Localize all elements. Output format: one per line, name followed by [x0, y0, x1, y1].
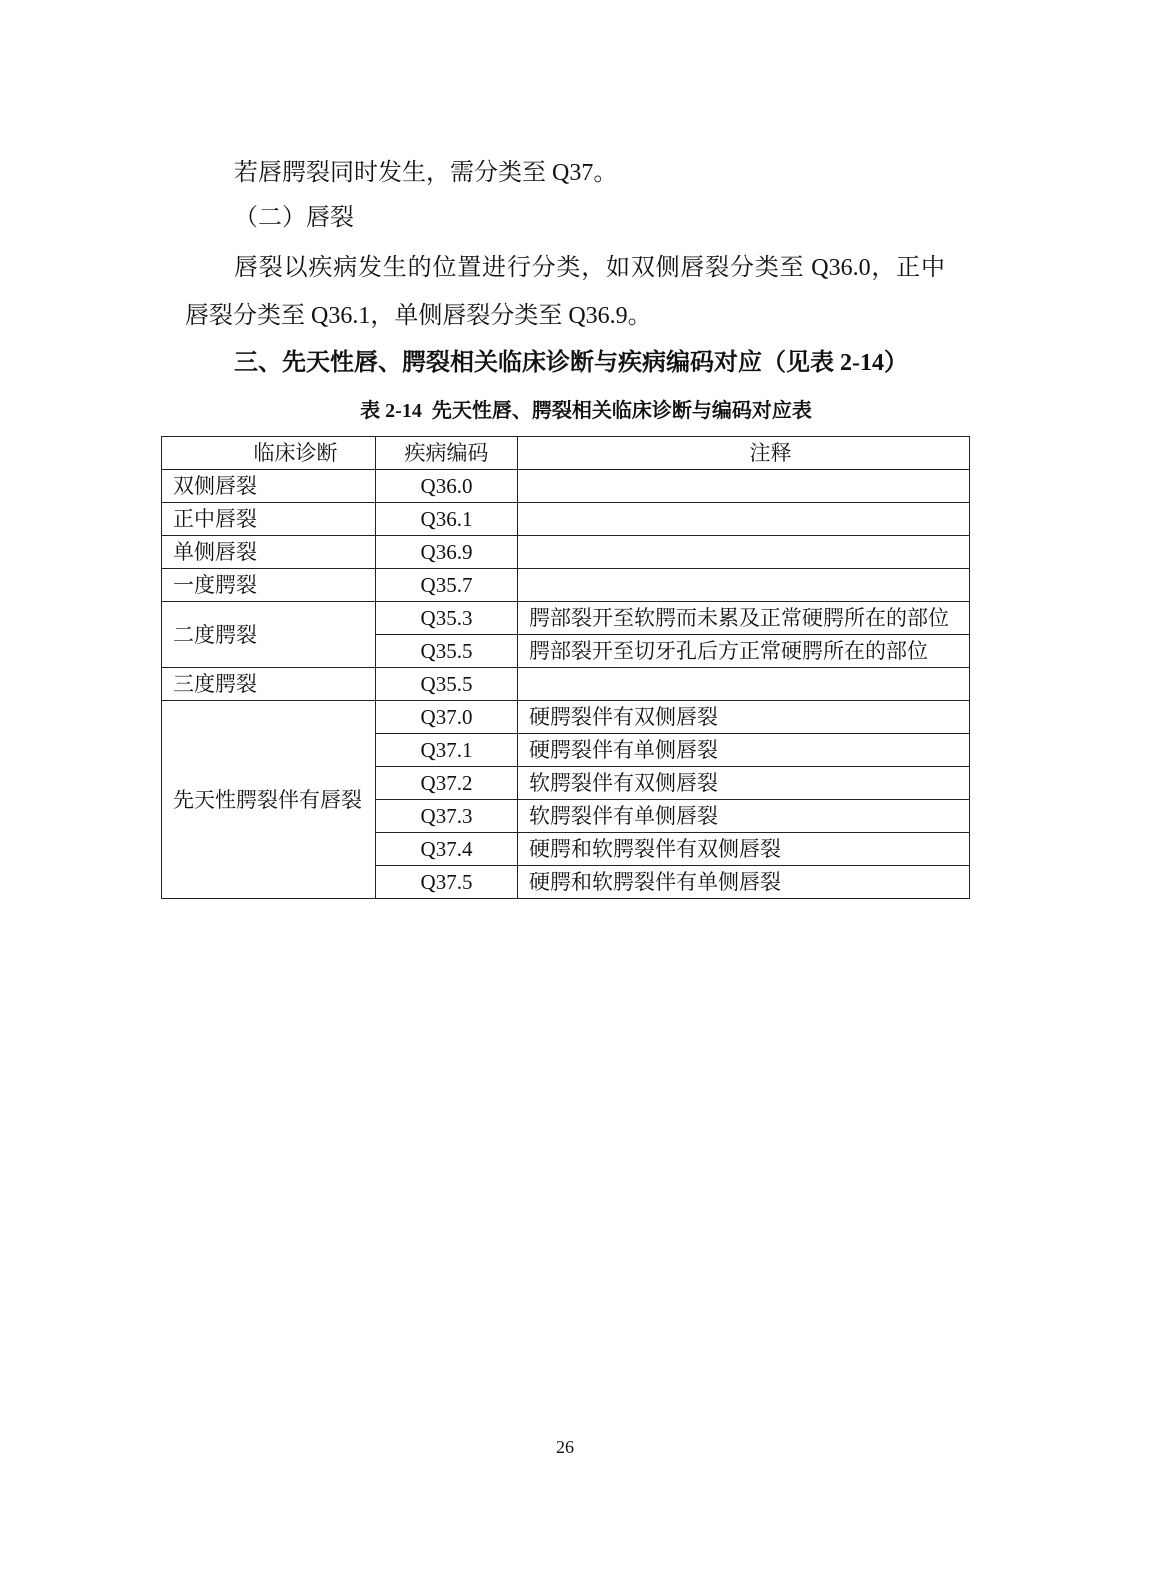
note-cell: 硬腭和软腭裂伴有双侧唇裂 [518, 833, 970, 866]
note-cell: 软腭裂伴有双侧唇裂 [518, 767, 970, 800]
table-row [162, 569, 970, 602]
table-row [162, 470, 970, 503]
code-cell: Q35.5 [376, 668, 518, 701]
code-cell: Q37.4 [376, 833, 518, 866]
paragraph-combined-cleft: 若唇腭裂同时发生，需分类至 Q37。 [234, 160, 618, 186]
code-cell: Q37.0 [376, 701, 518, 734]
note-cell: 硬腭裂伴有单侧唇裂 [518, 734, 970, 767]
table-row [162, 668, 970, 701]
note-cell [518, 503, 970, 536]
header-code: 疾病编码 [376, 437, 518, 470]
code-cell: Q37.5 [376, 866, 518, 899]
page-number: 26 [556, 1437, 574, 1457]
table-row [162, 503, 970, 536]
note-cell: 硬腭和软腭裂伴有单侧唇裂 [518, 866, 970, 899]
note-cell: 软腭裂伴有单侧唇裂 [518, 800, 970, 833]
header-diagnosis: 临床诊断 [162, 437, 376, 470]
note-cell [518, 536, 970, 569]
paragraph-cleft-lip-classification: 唇裂以疾病发生的位置进行分类，如双侧唇裂分类至 Q36.0，正中唇裂分类至 Q36.1，单侧唇裂分类至 Q36.9。 [185, 255, 945, 329]
table-row [162, 701, 970, 734]
diagnosis-cell: 双侧唇裂 [162, 470, 376, 503]
table-header-row [162, 437, 970, 470]
diagnosis-code-table [161, 436, 970, 899]
table-caption: 表 2-14 先天性唇、腭裂相关临床诊断与编码对应表 [360, 400, 812, 422]
note-cell [518, 668, 970, 701]
diagnosis-cell: 三度腭裂 [162, 668, 376, 701]
code-cell: Q37.1 [376, 734, 518, 767]
diagnosis-cell: 二度腭裂 [162, 602, 376, 668]
code-cell: Q35.3 [376, 602, 518, 635]
code-cell: Q35.7 [376, 569, 518, 602]
note-cell: 腭部裂开至软腭而未累及正常硬腭所在的部位 [518, 602, 970, 635]
code-cell: Q37.2 [376, 767, 518, 800]
note-cell: 腭部裂开至切牙孔后方正常硬腭所在的部位 [518, 635, 970, 668]
code-cell: Q36.9 [376, 536, 518, 569]
diagnosis-cell: 正中唇裂 [162, 503, 376, 536]
code-cell: Q37.3 [376, 800, 518, 833]
note-cell: 硬腭裂伴有双侧唇裂 [518, 701, 970, 734]
diagnosis-cell: 先天性腭裂伴有唇裂 [162, 701, 376, 899]
code-cell: Q36.0 [376, 470, 518, 503]
note-cell [518, 569, 970, 602]
subsection-title-cleft-lip: （二）唇裂 [234, 205, 354, 231]
table-row [162, 536, 970, 569]
code-cell: Q36.1 [376, 503, 518, 536]
section-heading: 三、先天性唇、腭裂相关临床诊断与疾病编码对应（见表 2-14） [234, 350, 908, 376]
diagnosis-cell: 一度腭裂 [162, 569, 376, 602]
code-cell: Q35.5 [376, 635, 518, 668]
note-cell [518, 470, 970, 503]
table-row [162, 602, 970, 635]
diagnosis-cell: 单侧唇裂 [162, 536, 376, 569]
header-note: 注释 [518, 437, 970, 470]
